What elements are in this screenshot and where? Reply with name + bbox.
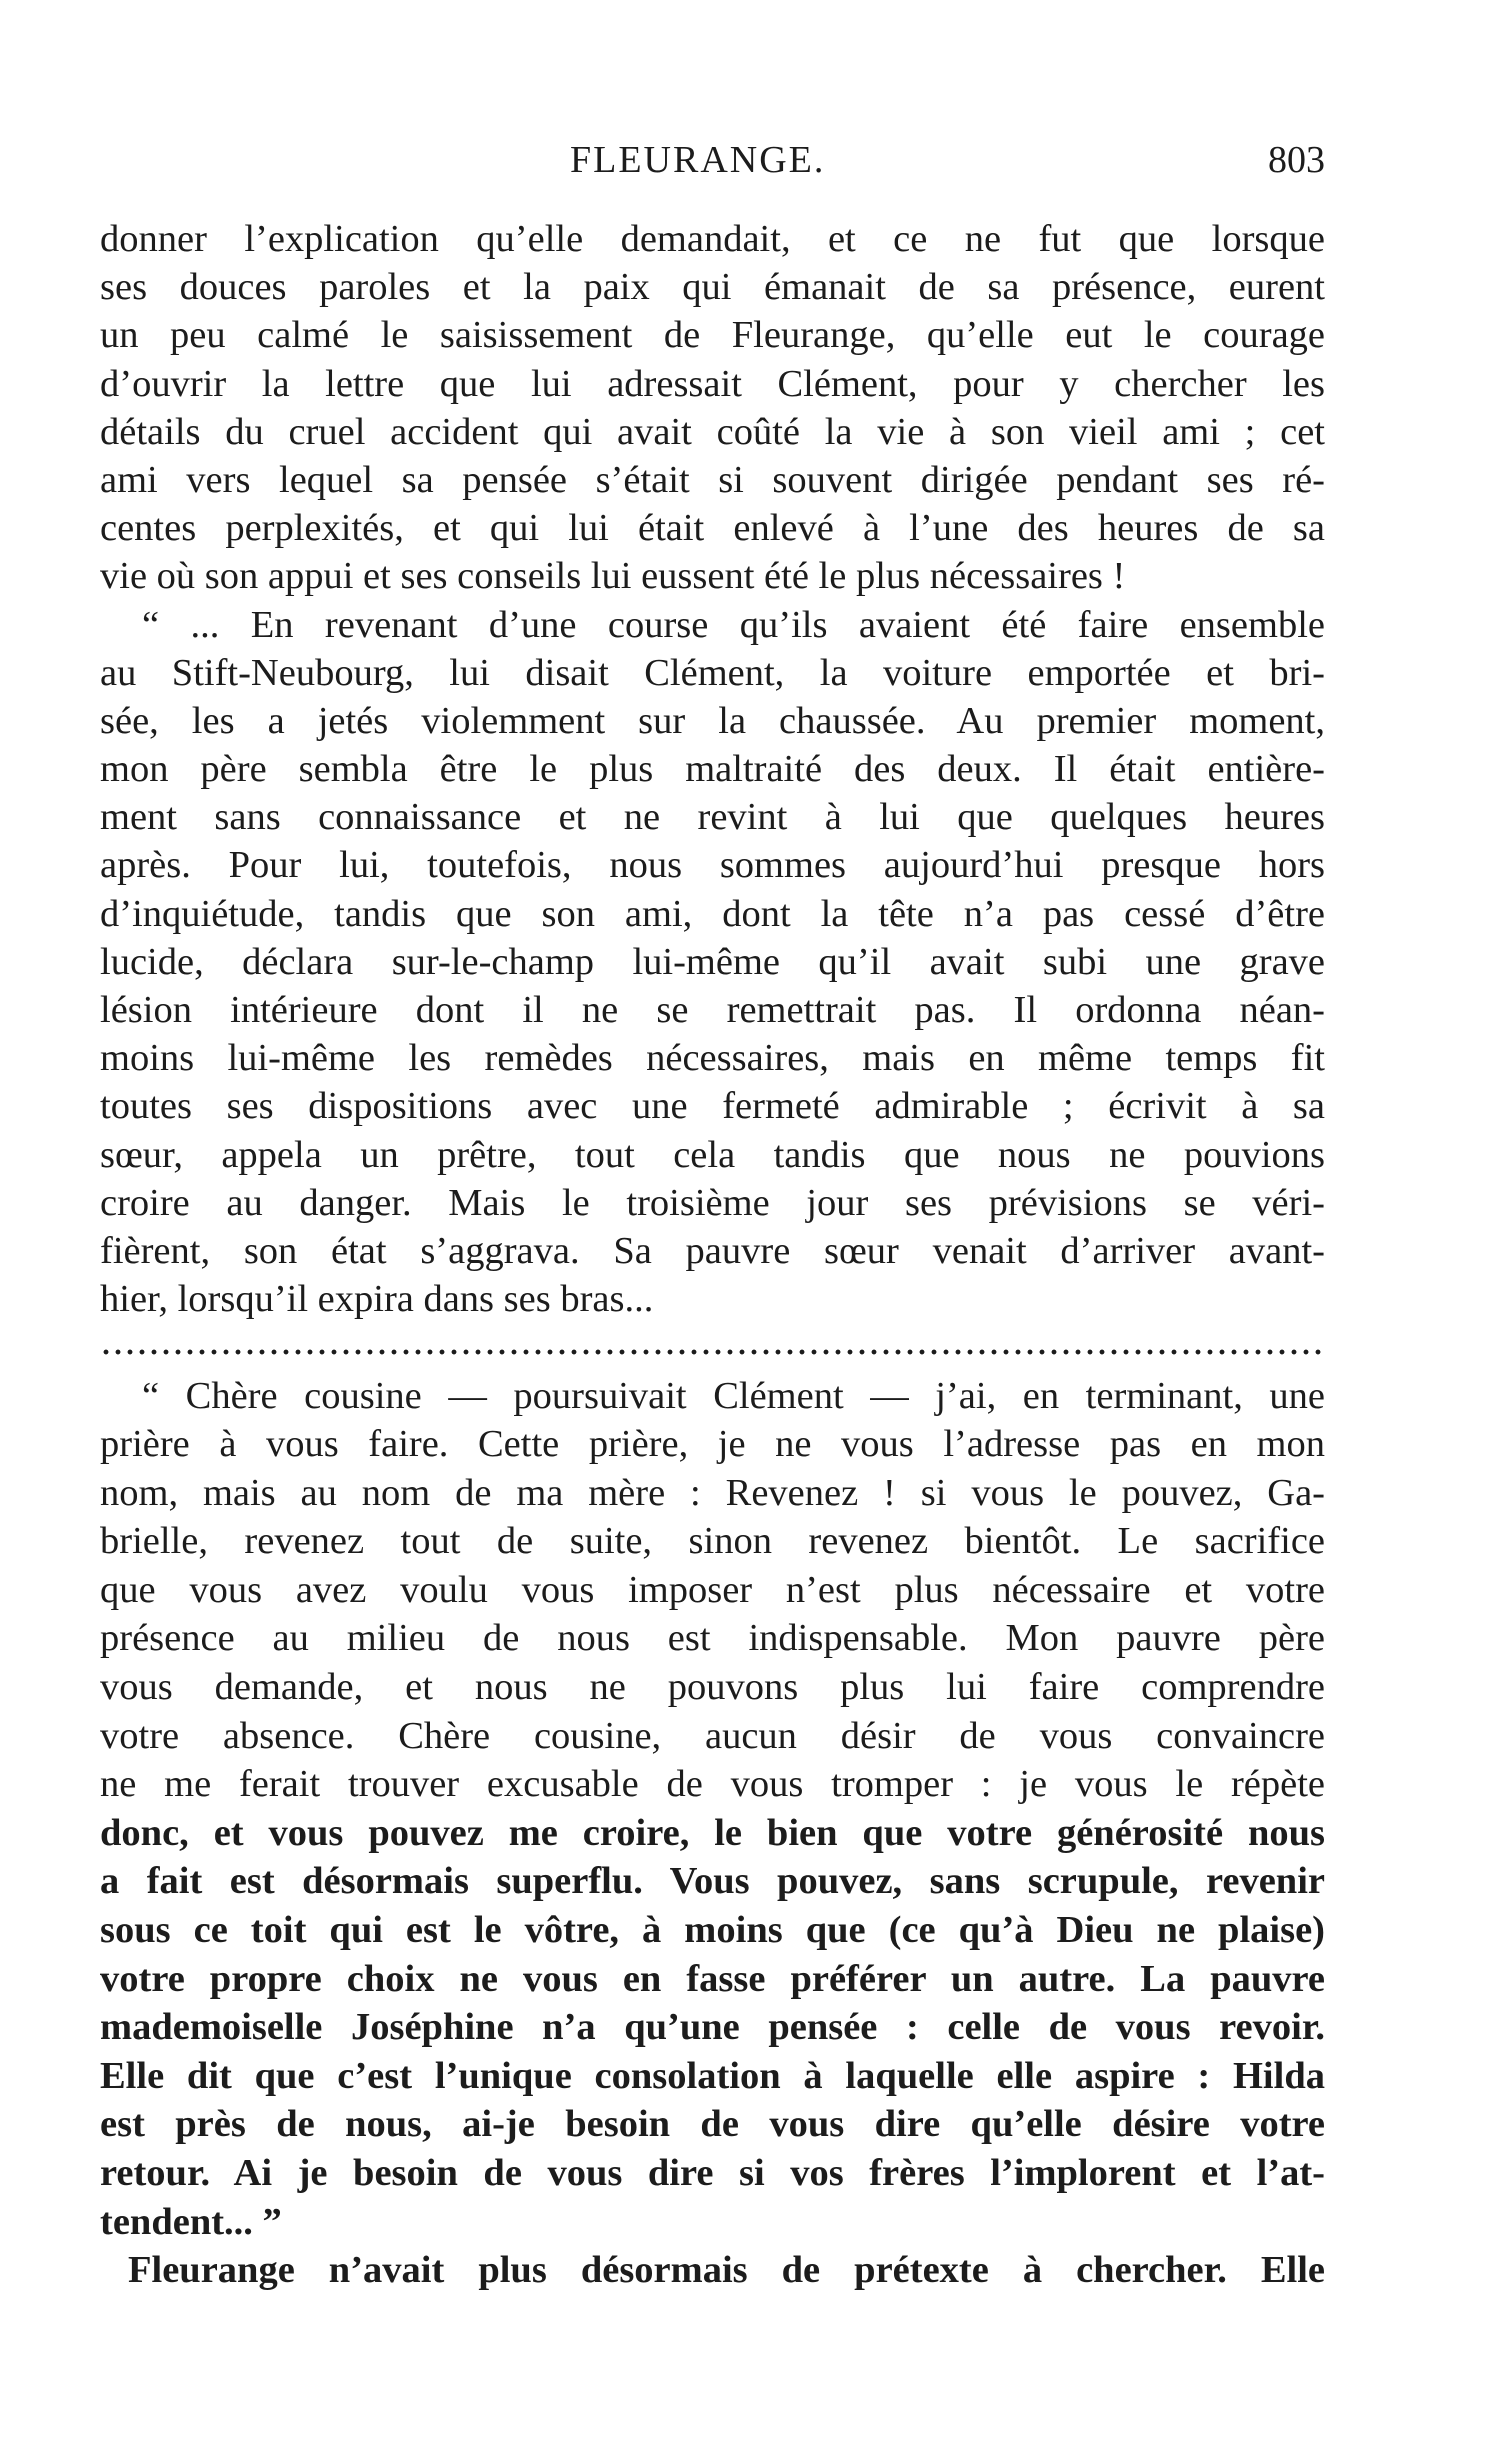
- text-line: vous demande, et nous ne pouvons plus lui faire comprendre: [100, 1666, 1325, 1709]
- text-line: lésion intérieure dont il ne se remettrait pas. Il ordonna néan-: [100, 989, 1325, 1031]
- text-line: est près de nous, ai-je besoin de vous dire qu’elle désire votre: [100, 2103, 1325, 2146]
- text-line: au Stift-Neubourg, lui disait Clément, la voiture emportée et bri-: [100, 651, 1325, 694]
- text-line: votre propre choix ne vous en fasse préférer un autre. La pauvre: [100, 1957, 1325, 2000]
- text-line: tendent... ”: [100, 2200, 282, 2243]
- text-line: “ Chère cousine — poursuivait Clément — j’ai, en terminant, une: [142, 1374, 1325, 1417]
- text-line: retour. Ai je besoin de vous dire si vos frères l’implorent et l’at-: [100, 2152, 1325, 2194]
- text-line: fièrent, son état s’aggrava. Sa pauvre sœur venait d’arriver avant-: [100, 1229, 1325, 1272]
- text-line: mon père sembla être le plus maltraité des deux. Il était entière-: [100, 748, 1325, 791]
- text-line: donc, et vous pouvez me croire, le bien que votre générosité nous: [100, 1811, 1325, 1854]
- text-line: ne me ferait trouver excusable de vous tromper : je vous le répète: [100, 1763, 1325, 1806]
- text-line: donner l’explication qu’elle demandait, et ce ne fut que lorsque: [100, 218, 1325, 260]
- page-number: 803: [1268, 139, 1325, 181]
- letter-narrative-part: [100, 215, 1325, 1323]
- text-line: moins lui-même les remèdes nécessaires, mais en même temps fit: [100, 1037, 1325, 1080]
- text-line: d’ouvrir la lettre que lui adressait Clément, pour y chercher les: [100, 362, 1325, 405]
- text-line: d’inquiétude, tandis que son ami, dont la tête n’a pas cessé d’être: [100, 892, 1325, 935]
- text-line: “ ... En revenant d’une course qu’ils avaient été faire ensemble: [142, 603, 1325, 646]
- text-line: brielle, revenez tout de suite, sinon revenez bientôt. Le sacrifice: [100, 1520, 1325, 1563]
- text-line: Elle dit que c’est l’unique consolation à laquelle elle aspire : Hilda: [100, 2054, 1325, 2097]
- dotted-separator: [100, 1323, 1325, 1371]
- text-line: ami vers lequel sa pensée s’était si souvent dirigée pendant ses ré-: [100, 458, 1325, 501]
- text-line: un peu calmé le saisissement de Fleurange, qu’elle eut le courage: [100, 314, 1325, 357]
- text-line: présence au milieu de nous est indispensable. Mon pauvre père: [100, 1617, 1325, 1660]
- running-title: FLEURANGE.: [570, 139, 826, 181]
- letter-request-part: [100, 1372, 1325, 2295]
- text-line: ment sans connaissance et ne revint à lui que quelques heures: [100, 796, 1325, 839]
- text-line: ses douces paroles et la paix qui émanait de sa présence, eurent: [100, 266, 1325, 309]
- text-line: centes perplexités, et qui lui était enlevé à l’une des heures de sa: [100, 507, 1325, 550]
- text-line: votre absence. Chère cousine, aucun désir de vous convaincre: [100, 1714, 1325, 1757]
- text-line: toutes ses dispositions avec une fermeté admirable ; écrivit à sa: [100, 1085, 1325, 1128]
- text-line: prière à vous faire. Cette prière, je ne vous l’adresse pas en mon: [100, 1423, 1325, 1466]
- text-line: nom, mais au nom de ma mère : Revenez ! si vous le pouvez, Ga-: [100, 1471, 1325, 1514]
- page-body: [100, 215, 1325, 2295]
- text-line: croire au danger. Mais le troisième jour ses prévisions se véri-: [100, 1181, 1325, 1224]
- text-line: vie où son appui et ses conseils lui eussent été le plus nécessaires !: [100, 555, 1126, 598]
- text-line: détails du cruel accident qui avait coûté la vie à son vieil ami ; cet: [100, 410, 1325, 453]
- text-line: Fleurange n’avait plus désormais de prétexte à chercher. Elle: [128, 2249, 1325, 2292]
- text-line: sœur, appela un prêtre, tout cela tandis que nous ne pouvions: [100, 1133, 1325, 1176]
- text-line: sous ce toit qui est le vôtre, à moins que (ce qu’à Dieu ne plaise): [100, 1909, 1325, 1952]
- text-line: sée, les a jetés violemment sur la chaussée. Au premier moment,: [100, 699, 1325, 742]
- text-line: lucide, déclara sur-le-champ lui-même qu’il avait subi une grave: [100, 940, 1325, 983]
- text-line: que vous avez voulu vous imposer n’est plus nécessaire et votre: [100, 1568, 1325, 1611]
- page-header: [100, 138, 1325, 188]
- text-line: mademoiselle Joséphine n’a qu’une pensée : celle de vous revoir.: [100, 2006, 1325, 2049]
- dotted-rule: [100, 1349, 1325, 1355]
- text-line: a fait est désormais superflu. Vous pouvez, sans scrupule, revenir: [100, 1860, 1325, 1903]
- text-line: après. Pour lui, toutefois, nous sommes aujourd’hui presque hors: [100, 844, 1325, 887]
- text-line: hier, lorsqu’il expira dans ses bras...: [100, 1278, 654, 1321]
